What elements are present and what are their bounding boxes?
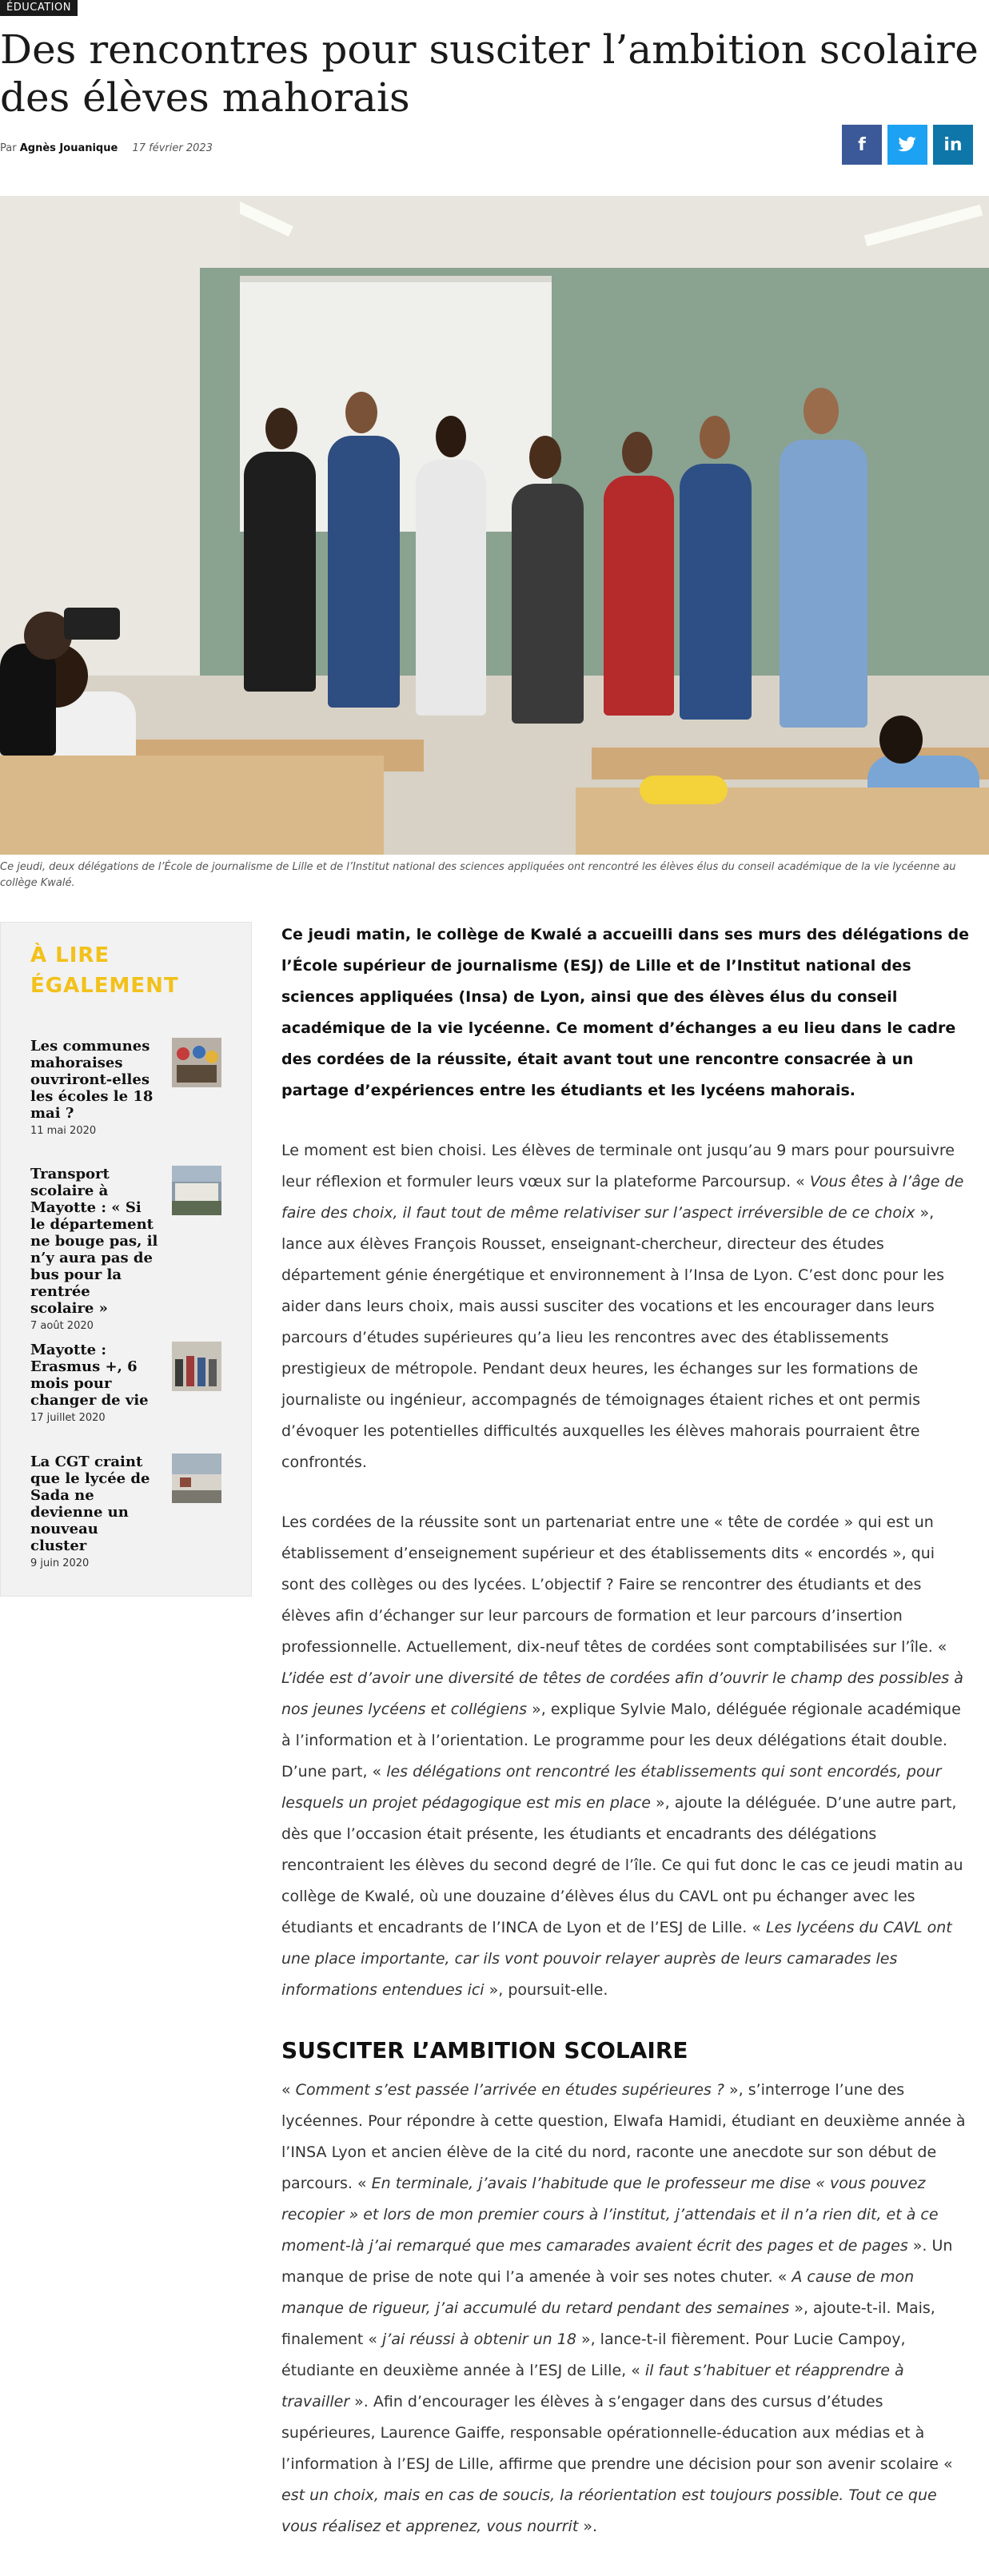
featured-photo	[0, 196, 989, 855]
related-article-date: 7 août 2020	[30, 1320, 94, 1332]
photo-person	[244, 452, 316, 692]
article-body	[281, 919, 969, 2571]
facebook-icon: f	[858, 134, 866, 155]
related-article-title[interactable]: Mayotte : Erasmus +, 6 mois pour changer de vie	[30, 1342, 149, 1409]
related-article-date: 9 juin 2020	[30, 1557, 90, 1569]
photo-bag	[640, 776, 728, 804]
sidebar-heading: À LIRE ÉGALEMENT	[30, 943, 179, 998]
related-article[interactable]	[30, 1453, 226, 1569]
category-tag[interactable]: ÉDUCATION	[0, 0, 78, 16]
publish-date: 17 février 2023	[132, 142, 213, 154]
related-article[interactable]	[30, 1038, 226, 1137]
related-article-thumbnail[interactable]	[172, 1166, 221, 1215]
twitter-share-button[interactable]	[887, 125, 927, 165]
related-articles-sidebar	[0, 922, 252, 1597]
related-article-thumbnail[interactable]	[172, 1038, 221, 1087]
photo-table	[576, 788, 989, 855]
photo-person	[416, 460, 486, 716]
photo-person	[680, 464, 752, 720]
related-article-date: 11 mai 2020	[30, 1125, 97, 1137]
related-article[interactable]	[30, 1166, 226, 1332]
photo-person-head	[529, 436, 561, 479]
photo-person	[0, 644, 56, 756]
author-link[interactable]: Agnès Jouanique	[19, 142, 118, 154]
byline-prefix: Par	[0, 142, 17, 154]
photo-person	[512, 484, 584, 724]
facebook-share-button[interactable]	[842, 125, 882, 165]
photo-person-head	[436, 416, 466, 457]
related-article-thumbnail[interactable]	[172, 1342, 221, 1391]
related-article[interactable]	[30, 1342, 226, 1424]
related-article-date: 17 juillet 2020	[30, 1412, 106, 1424]
article-title: Des rencontres pour susciter l’ambition scolaire des élèves mahorais	[0, 26, 979, 121]
article-subheading: SUSCITER L’AMBITION SCOLAIRE	[281, 2037, 688, 2064]
related-article-title[interactable]: La CGT craint que le lycée de Sada ne devienne un nouveau cluster	[30, 1453, 150, 1554]
linkedin-icon: in	[943, 134, 963, 155]
photo-person	[328, 436, 400, 708]
linkedin-share-button[interactable]	[933, 125, 973, 165]
photo-camera	[64, 608, 120, 640]
twitter-icon	[898, 137, 917, 153]
related-article-title[interactable]: Transport scolaire à Mayotte : « Si le département ne bouge pas, il n’y aura pas de bus pour la rentrée scolaire »	[30, 1166, 158, 1317]
article-lead: Ce jeudi matin, le collège de Kwalé a accueilli dans ses murs des délégations de l’École supérieur de journalisme (ESJ) de Lille et de l’Institut national des sciences appliquées (Insa) de Lyon, ainsi que des élèves élus du conseil académique de la vie lycéenne. Ce moment d’échanges a eu lieu dans le cadre des cordées de la réussite, était avant tout une rencontre consacrée à un partage d’expériences entre les étudiants et les lycéens mahorais.	[281, 926, 970, 1099]
photo-person-head	[345, 392, 377, 433]
byline	[0, 142, 213, 154]
related-article-title[interactable]: Les communes mahoraises ouvriront-elles les écoles le 18 mai ?	[30, 1038, 154, 1122]
photo-person-head	[622, 432, 652, 473]
article-paragraph: Le moment est bien choisi. Les élèves de terminale ont jusqu’au 9 mars pour poursuivre leur réflexion et formuler leurs vœux sur la plateforme Parcoursup. « Vous êtes à l’âge de faire des choix, il faut tout de même relativiser sur l’aspect irréversible de ce choix », lance aux élèves François Rousset, enseignant-chercheur, directeur des études département génie énergétique et environnement à l’Insa de Lyon. C’est donc pour les aider dans leurs choix, mais aussi susciter des vocations et les encourager dans leurs parcours d’études supérieures qu’a lieu les rencontres avec des établissements prestigieux de métropole. Pendant deux heures, les échanges sur les formations de journaliste ou ingénieur, accompagnés de témoignages étaient riches et ont permis d’évoquer les potentielles difficultés auxquelles les élèves mahorais pourraient être confrontés.	[281, 1142, 964, 1471]
article-paragraph: Les cordées de la réussite sont un partenariat entre une « tête de cordée » qui est un établissement d’enseignement supérieur et des établissements dits « encordés », qui sont des collèges ou des lycées. L’objectif ? Faire se rencontrer des étudiants et des élèves afin d’échanger sur leur parcours de formation et leur parcours d’insertion professionnelle. Actuellement, dix-neuf têtes de cordées sont comptabilisées sur l’île. « L’idée est d’avoir une diversité de têtes de cordées afin d’ouvrir le champ des possibles à nos jeunes lycéens et collégiens », explique Sylvie Malo, déléguée régionale académique à l’information et à l’orientation. Le programme pour les deux délégations était double. D’une part, « les délégations ont rencontré les établissements qui sont encordés, pour lesquels un projet pédagogique est mis en place », ajoute la déléguée. D’une autre part, dès que l’occasion était présente, les étudiants et encadrants des délégations rencontraient les élèves du second degré de l’île. Ce qui fut donc le cas ce jeudi matin au collège de Kwalé, où une douzaine d’élèves élus du CAVL ont pu échanger avec les étudiants et encadrants de l’INCA de Lyon et de l’ESJ de Lille. « Les lycéens du CAVL ont une place importante, car ils vont pouvoir relayer auprès de leurs camarades les informations entendues ici », poursuit-elle.	[281, 1513, 963, 1999]
photo-caption: Ce jeudi, deux délégations de l’École de journalisme de Lille et de l’Institut national des sciences appliquées ont rencontré les élèves élus du conseil académique de la vie lycéenne au collège Kwalé.	[0, 861, 956, 889]
photo-table	[0, 756, 384, 855]
photo-person-head	[700, 416, 730, 459]
photo-person-head	[265, 408, 297, 449]
photo-person-head	[879, 716, 923, 764]
article-paragraph: « Comment s’est passée l’arrivée en études supérieures ? », s’interroge l’une des lycéennes. Pour répondre à cette question, Elwafa Hamidi, étudiant en deuxième année à l’INSA Lyon et ancien élève de la cité du nord, raconte une anecdote sur son début de parcours. « En terminale, j’avais l’habitude que le professeur me dise « vous pouvez recopier » et lors de mon premier cours à l’institut, j’attendais et il n’a rien dit, et à ce moment-là j’ai remarqué que mes camarades avaient écrit des pages et de pages ». Un manque de prise de note qui l’a amenée à voir ses notes chuter. « A cause de mon manque de rigueur, j’ai accumulé du retard pendant des semaines », ajoute-t-il. Mais, finalement « j’ai réussi à obtenir un 18 », lance-t-il fièrement. Pour Lucie Campoy, étudiante en deuxième année à l’ESJ de Lille, « il faut s’habituer et réapprendre à travailler ». Afin d’encourager les élèves à s’engager dans des cursus d’études supérieures, Laurence Gaiffe, responsable opérationnelle-éducation aux médias et à l’information à l’ESJ de Lille, affirme que prendre une décision pour son avenir scolaire « est un choix, mais en cas de soucis, la réorientation est toujours possible. Tout ce que vous réalisez et apprenez, vous nourrit ».	[281, 2081, 966, 2535]
photo-person	[780, 440, 867, 728]
photo-person-head	[804, 388, 839, 434]
related-article-thumbnail[interactable]	[172, 1453, 221, 1503]
photo-person	[604, 476, 674, 716]
